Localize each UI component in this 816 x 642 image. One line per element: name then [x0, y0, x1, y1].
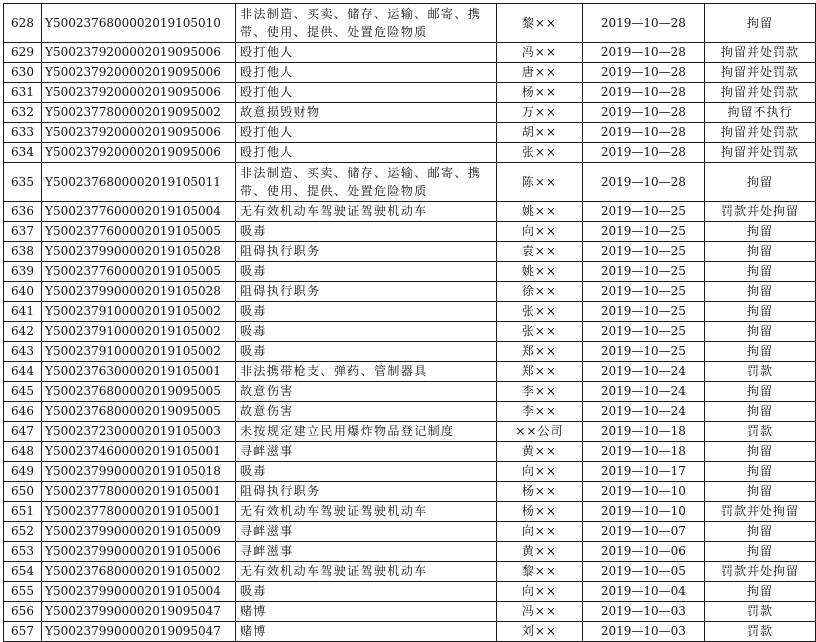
party-name: 万×× — [497, 103, 582, 123]
party-name: 向×× — [497, 462, 582, 482]
row-number: 647 — [4, 422, 42, 442]
row-number: 657 — [4, 622, 42, 642]
party-name: ××公司 — [497, 422, 582, 442]
penalty-date: 2019—10—05 — [582, 562, 704, 582]
penalty-date: 2019—10—28 — [582, 83, 704, 103]
violation-reason: 非法制造、买卖、储存、运输、邮寄、携带、使用、提供、处置危险物质 — [236, 4, 497, 43]
penalty-date: 2019—10—07 — [582, 522, 704, 542]
party-name: 李×× — [497, 382, 582, 402]
penalty-action: 拘留并处罚款 — [705, 43, 816, 63]
row-number: 629 — [4, 43, 42, 63]
party-name: 唐×× — [497, 63, 582, 83]
table-row — [4, 502, 816, 522]
party-name: 黎×× — [497, 4, 582, 43]
party-name: 李×× — [497, 402, 582, 422]
violation-reason: 吸毒 — [236, 302, 497, 322]
penalty-date: 2019—10—06 — [582, 542, 704, 562]
penalty-action: 罚款 — [705, 622, 816, 642]
party-name: 姚×× — [497, 262, 582, 282]
violation-reason: 无有效机动车驾驶证驾驶机动车 — [236, 202, 497, 222]
penalty-date: 2019—10—25 — [582, 202, 704, 222]
table-row — [4, 342, 816, 362]
penalty-action: 拘留 — [705, 262, 816, 282]
penalty-action: 罚款并处拘留 — [705, 502, 816, 522]
penalty-date: 2019—10—25 — [582, 342, 704, 362]
row-number: 636 — [4, 202, 42, 222]
penalty-action: 罚款 — [705, 602, 816, 622]
violation-reason: 殴打他人 — [236, 43, 497, 63]
table-row — [4, 123, 816, 143]
violation-reason: 无有效机动车驾驶证驾驶机动车 — [236, 502, 497, 522]
penalty-action: 拘留并处罚款 — [705, 83, 816, 103]
penalty-action: 拘留并处罚款 — [705, 63, 816, 83]
case-id: Y5002377600002019105004 — [42, 202, 236, 222]
penalty-action: 拘留不执行 — [705, 103, 816, 123]
penalty-records-table — [3, 3, 816, 642]
violation-reason: 殴打他人 — [236, 143, 497, 163]
penalty-action: 拘留 — [705, 522, 816, 542]
penalty-date: 2019—10—10 — [582, 482, 704, 502]
penalty-action: 拘留并处罚款 — [705, 123, 816, 143]
table-row — [4, 63, 816, 83]
case-id: Y5002379200002019095006 — [42, 123, 236, 143]
table-row — [4, 302, 816, 322]
case-id: Y5002376300002019105001 — [42, 362, 236, 382]
case-id: Y5002374600002019105001 — [42, 442, 236, 462]
penalty-action: 拘留 — [705, 322, 816, 342]
penalty-date: 2019—10—24 — [582, 382, 704, 402]
row-number: 631 — [4, 83, 42, 103]
penalty-date: 2019—10—24 — [582, 362, 704, 382]
table-body — [4, 4, 816, 642]
penalty-date: 2019—10—28 — [582, 103, 704, 123]
case-id: Y5002376800002019105010 — [42, 4, 236, 43]
penalty-action: 拘留 — [705, 482, 816, 502]
table-row — [4, 103, 816, 123]
penalty-action: 罚款 — [705, 422, 816, 442]
case-id: Y5002376800002019095005 — [42, 402, 236, 422]
case-id: Y5002379100002019105002 — [42, 342, 236, 362]
table-row — [4, 163, 816, 202]
violation-reason: 吸毒 — [236, 582, 497, 602]
violation-reason: 殴打他人 — [236, 63, 497, 83]
table-row — [4, 242, 816, 262]
table-row — [4, 622, 816, 642]
case-id: Y5002377600002019105005 — [42, 262, 236, 282]
case-id: Y5002379900002019105018 — [42, 462, 236, 482]
penalty-date: 2019—10—10 — [582, 502, 704, 522]
row-number: 632 — [4, 103, 42, 123]
violation-reason: 故意伤害 — [236, 382, 497, 402]
penalty-date: 2019—10—03 — [582, 622, 704, 642]
case-id: Y5002379900002019105009 — [42, 522, 236, 542]
case-id: Y5002376800002019105002 — [42, 562, 236, 582]
party-name: 黎×× — [497, 562, 582, 582]
table-row — [4, 282, 816, 302]
party-name: 杨×× — [497, 502, 582, 522]
row-number: 649 — [4, 462, 42, 482]
penalty-date: 2019—10—28 — [582, 143, 704, 163]
case-id: Y5002379200002019095006 — [42, 43, 236, 63]
row-number: 646 — [4, 402, 42, 422]
party-name: 冯×× — [497, 43, 582, 63]
party-name: 张×× — [497, 302, 582, 322]
party-name: 郑×× — [497, 342, 582, 362]
penalty-date: 2019—10—25 — [582, 262, 704, 282]
case-id: Y5002379100002019105002 — [42, 302, 236, 322]
row-number: 653 — [4, 542, 42, 562]
row-number: 640 — [4, 282, 42, 302]
penalty-action: 罚款并处拘留 — [705, 562, 816, 582]
row-number: 630 — [4, 63, 42, 83]
penalty-date: 2019—10—18 — [582, 422, 704, 442]
party-name: 郑×× — [497, 362, 582, 382]
row-number: 645 — [4, 382, 42, 402]
row-number: 634 — [4, 143, 42, 163]
penalty-date: 2019—10—28 — [582, 43, 704, 63]
violation-reason: 寻衅滋事 — [236, 542, 497, 562]
party-name: 黄×× — [497, 442, 582, 462]
party-name: 刘×× — [497, 622, 582, 642]
table-row — [4, 143, 816, 163]
penalty-date: 2019—10—28 — [582, 63, 704, 83]
penalty-date: 2019—10—17 — [582, 462, 704, 482]
case-id: Y5002379100002019105002 — [42, 322, 236, 342]
case-id: Y5002379900002019105006 — [42, 542, 236, 562]
penalty-action: 拘留 — [705, 302, 816, 322]
penalty-action: 拘留 — [705, 163, 816, 202]
violation-reason: 吸毒 — [236, 322, 497, 342]
penalty-date: 2019—10—28 — [582, 123, 704, 143]
table-row — [4, 83, 816, 103]
row-number: 644 — [4, 362, 42, 382]
row-number: 638 — [4, 242, 42, 262]
table-row — [4, 482, 816, 502]
case-id: Y5002379200002019095006 — [42, 63, 236, 83]
case-id: Y5002372300002019105003 — [42, 422, 236, 442]
case-id: Y5002377800002019105001 — [42, 502, 236, 522]
penalty-action: 拘留 — [705, 402, 816, 422]
table-row — [4, 382, 816, 402]
party-name: 陈×× — [497, 163, 582, 202]
party-name: 黄×× — [497, 542, 582, 562]
table-row — [4, 582, 816, 602]
row-number: 639 — [4, 262, 42, 282]
party-name: 向×× — [497, 222, 582, 242]
violation-reason: 无有效机动车驾驶证驾驶机动车 — [236, 562, 497, 582]
table-row — [4, 362, 816, 382]
case-id: Y5002379200002019095006 — [42, 83, 236, 103]
party-name: 张×× — [497, 322, 582, 342]
table-row — [4, 442, 816, 462]
violation-reason: 阻碍执行职务 — [236, 242, 497, 262]
party-name: 张×× — [497, 143, 582, 163]
violation-reason: 吸毒 — [236, 462, 497, 482]
row-number: 651 — [4, 502, 42, 522]
row-number: 641 — [4, 302, 42, 322]
table-row — [4, 222, 816, 242]
penalty-action: 拘留 — [705, 242, 816, 262]
table-row — [4, 542, 816, 562]
row-number: 643 — [4, 342, 42, 362]
violation-reason: 赌博 — [236, 602, 497, 622]
table-row — [4, 402, 816, 422]
case-id: Y5002376800002019105011 — [42, 163, 236, 202]
violation-reason: 故意损毁财物 — [236, 103, 497, 123]
row-number: 654 — [4, 562, 42, 582]
row-number: 655 — [4, 582, 42, 602]
violation-reason: 阻碍执行职务 — [236, 282, 497, 302]
party-name: 姚×× — [497, 202, 582, 222]
row-number: 637 — [4, 222, 42, 242]
penalty-action: 拘留 — [705, 582, 816, 602]
case-id: Y5002377600002019105005 — [42, 222, 236, 242]
penalty-action: 拘留 — [705, 342, 816, 362]
penalty-date: 2019—10—24 — [582, 402, 704, 422]
penalty-action: 拘留 — [705, 442, 816, 462]
case-id: Y5002379900002019105004 — [42, 582, 236, 602]
penalty-date: 2019—10—25 — [582, 302, 704, 322]
row-number: 642 — [4, 322, 42, 342]
row-number: 648 — [4, 442, 42, 462]
penalty-date: 2019—10—03 — [582, 602, 704, 622]
table-row — [4, 4, 816, 43]
party-name: 杨×× — [497, 83, 582, 103]
row-number: 652 — [4, 522, 42, 542]
table-row — [4, 43, 816, 63]
party-name: 冯×× — [497, 602, 582, 622]
penalty-action: 拘留 — [705, 542, 816, 562]
table-row — [4, 462, 816, 482]
party-name: 徐×× — [497, 282, 582, 302]
party-name: 袁×× — [497, 242, 582, 262]
violation-reason: 非法携带枪支、弹药、管制器具 — [236, 362, 497, 382]
case-id: Y5002377800002019095002 — [42, 103, 236, 123]
violation-reason: 寻衅滋事 — [236, 442, 497, 462]
party-name: 胡×× — [497, 123, 582, 143]
case-id: Y5002377800002019105001 — [42, 482, 236, 502]
row-number: 656 — [4, 602, 42, 622]
violation-reason: 阻碍执行职务 — [236, 482, 497, 502]
penalty-action: 拘留 — [705, 282, 816, 302]
penalty-action: 拘留 — [705, 222, 816, 242]
row-number: 628 — [4, 4, 42, 43]
violation-reason: 殴打他人 — [236, 123, 497, 143]
table-row — [4, 602, 816, 622]
violation-reason: 未按规定建立民用爆炸物品登记制度 — [236, 422, 497, 442]
case-id: Y5002379900002019105028 — [42, 282, 236, 302]
table-row — [4, 262, 816, 282]
violation-reason: 吸毒 — [236, 342, 497, 362]
case-id: Y5002379200002019095006 — [42, 143, 236, 163]
table-row — [4, 322, 816, 342]
row-number: 635 — [4, 163, 42, 202]
violation-reason: 殴打他人 — [236, 83, 497, 103]
violation-reason: 赌博 — [236, 622, 497, 642]
case-id: Y5002376800002019095005 — [42, 382, 236, 402]
row-number: 650 — [4, 482, 42, 502]
violation-reason: 吸毒 — [236, 262, 497, 282]
penalty-action: 拘留并处罚款 — [705, 143, 816, 163]
penalty-date: 2019—10—28 — [582, 163, 704, 202]
penalty-action: 罚款 — [705, 362, 816, 382]
penalty-action: 罚款并处拘留 — [705, 202, 816, 222]
violation-reason: 吸毒 — [236, 222, 497, 242]
violation-reason: 非法制造、买卖、储存、运输、邮寄、携带、使用、提供、处置危险物质 — [236, 163, 497, 202]
case-id: Y5002379900002019105028 — [42, 242, 236, 262]
party-name: 向×× — [497, 582, 582, 602]
penalty-date: 2019—10—18 — [582, 442, 704, 462]
penalty-date: 2019—10—04 — [582, 582, 704, 602]
table-row — [4, 562, 816, 582]
party-name: 向×× — [497, 522, 582, 542]
penalty-date: 2019—10—25 — [582, 242, 704, 262]
penalty-action: 拘留 — [705, 462, 816, 482]
penalty-date: 2019—10—28 — [582, 4, 704, 43]
penalty-action: 拘留 — [705, 382, 816, 402]
case-id: Y5002379900002019095047 — [42, 602, 236, 622]
penalty-date: 2019—10—25 — [582, 222, 704, 242]
violation-reason: 寻衅滋事 — [236, 522, 497, 542]
party-name: 杨×× — [497, 482, 582, 502]
penalty-date: 2019—10—25 — [582, 282, 704, 302]
case-id: Y5002379900002019095047 — [42, 622, 236, 642]
penalty-action: 拘留 — [705, 4, 816, 43]
violation-reason: 故意伤害 — [236, 402, 497, 422]
row-number: 633 — [4, 123, 42, 143]
table-row — [4, 202, 816, 222]
penalty-date: 2019—10—25 — [582, 322, 704, 342]
table-row — [4, 522, 816, 542]
table-row — [4, 422, 816, 442]
